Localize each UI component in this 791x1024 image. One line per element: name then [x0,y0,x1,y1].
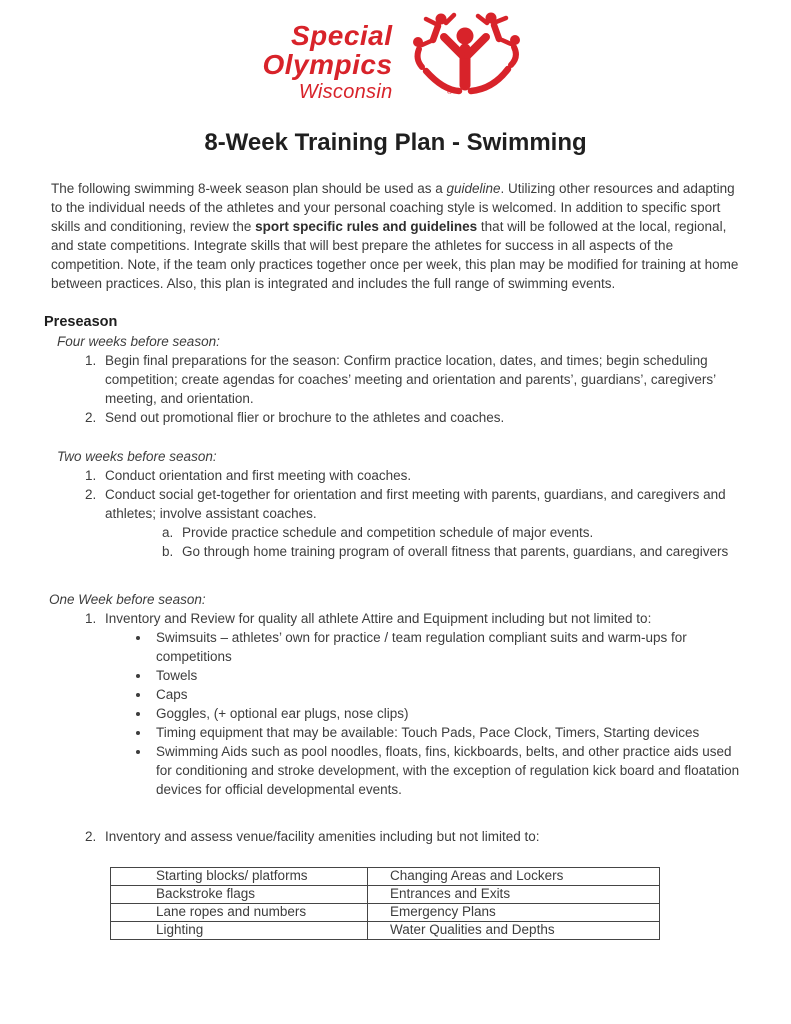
list-item [151,685,740,704]
list-item [100,408,740,427]
intro-rules-bold: sport specific rules and guidelines [255,219,478,235]
table-cell: Lighting [111,922,368,940]
list-item-text: Inventory and Review for quality all athlete Attire and Equipment including but not limited to: [105,611,652,627]
list-item [151,723,740,742]
list-item-text: Inventory and assess venue/facility amenities including but not limited to: [105,829,540,845]
wordmark-line-special: Special [290,20,393,51]
list-item-text: Begin final preparations for the season: Confirm practice location, dates, and times; begin scheduling competition; create agendas for coaches’ meeting and orientation and parents’, guardians’, caregivers’ meeting, and orientation. [105,353,716,407]
page-title: 8-Week Training Plan - Swimming [204,129,587,157]
table-cell: Backstroke flags [111,886,368,904]
two-weeks-section [51,447,740,561]
list-item [100,351,740,408]
two-weeks-sub-list [105,523,740,561]
table-cell: Entrances and Exits [368,886,660,904]
list-item-text: Provide practice schedule and competition schedule of major events. [182,525,594,541]
intro-text-2: . Utilizing other resources and adapting to the individual needs of the athletes and your personal coaching style is welcomed. In addition to specific sport skills and conditioning, review the [51,181,735,235]
equipment-bullet-list [105,628,740,799]
one-week-list [51,609,740,940]
wordmark-line-olympics: Olympics [262,48,393,80]
table-row [111,886,660,904]
list-item-text: Conduct social get-together for orientation and first meeting with parents, guardians, and caregivers and athletes; involve assistant coaches. [105,487,726,522]
list-item [151,742,740,799]
list-item [100,485,740,561]
one-week-label: One Week before season: [49,592,206,608]
preseason-heading: Preseason [44,314,118,331]
intro-paragraph [51,179,740,293]
list-item-text: Towels [156,668,198,684]
table-cell: Emergency Plans [368,904,660,922]
special-olympics-wisconsin-logo [0,0,791,102]
registered-trademark: ® [446,89,452,96]
four-weeks-list [51,351,740,427]
list-item-text: Conduct orientation and first meeting with coaches. [105,468,412,484]
list-item-text: Go through home training program of overall fitness that parents, guardians, and caregivers [182,544,729,560]
list-item-text: Send out promotional flier or brochure to the athletes and coaches. [105,410,505,426]
intro-guideline-italic: guideline [446,181,501,197]
list-item [100,827,740,940]
two-weeks-list [51,466,740,561]
one-week-section [51,590,740,940]
table-row [111,922,660,940]
table-row [111,868,660,886]
wordmark-line-wisconsin: Wisconsin [298,81,393,104]
special-olympics-logo-icon [405,10,529,96]
intro-text-3: that will be followed at the local, regional, and state competitions. Integrate skills that will best prepare the athletes for success in all aspects of the competition. Note, if the team only practices together once per week, this plan may be modified for training at home between practices. Also, this plan is integrated and includes the full range of swimming events. [51,219,739,292]
two-weeks-label: Two weeks before season: [57,449,217,465]
list-item [151,628,740,666]
list-item [100,609,740,799]
list-item [100,466,740,485]
list-item-text: Swimming Aids such as pool noodles, floats, fins, kickboards, belts, and other practice aids used for conditioning and stroke development, with the exception of regulation kick board and floatation devices for official developmental events. [156,744,740,798]
list-item-text: Goggles, (+ optional ear plugs, nose clips) [156,706,409,722]
document-body [0,179,791,940]
list-item [177,523,740,542]
list-item-text: Swimsuits – athletes’ own for practice / team regulation compliant suits and warm-ups for competitions [156,630,687,665]
table-cell: Starting blocks/ platforms [111,868,368,886]
four-weeks-section [51,332,740,427]
list-item [151,666,740,685]
list-item-text: Caps [156,687,188,703]
four-weeks-label: Four weeks before season: [57,334,220,350]
special-olympics-wordmark [262,10,392,102]
table-cell: Water Qualities and Depths [368,922,660,940]
list-item [177,542,740,561]
table-cell: Lane ropes and numbers [111,904,368,922]
list-item [151,704,740,723]
amenities-table [110,867,660,940]
table-cell: Changing Areas and Lockers [368,868,660,886]
table-row [111,904,660,922]
list-item-text: Timing equipment that may be available: Touch Pads, Pace Clock, Timers, Starting devices [156,725,700,741]
intro-text-1: The following swimming 8-week season plan should be used as a [51,181,447,197]
